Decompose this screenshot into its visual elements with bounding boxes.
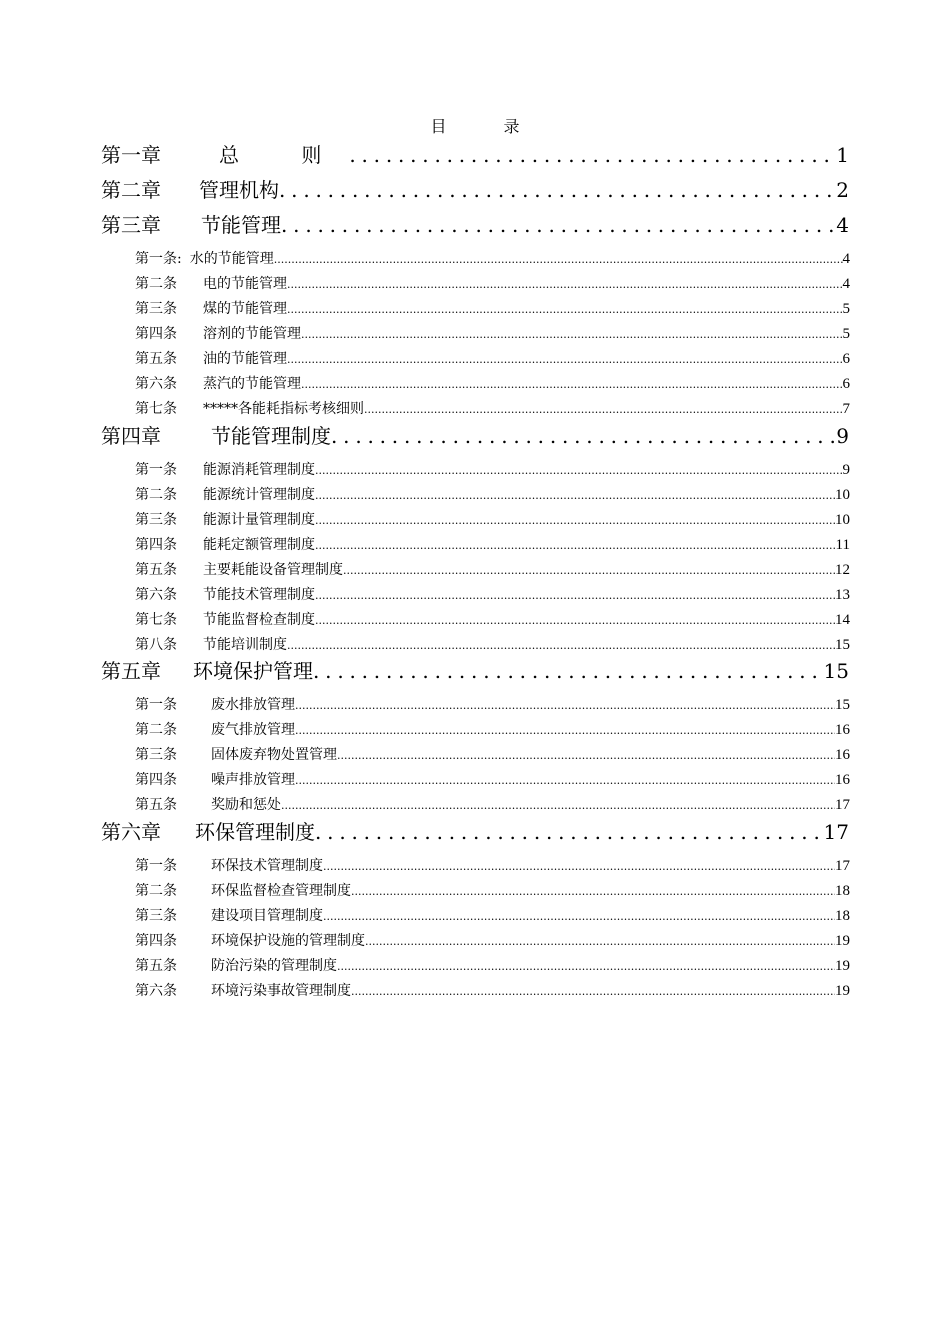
toc-article-entry[interactable] [135, 955, 850, 975]
toc-entry-title: 节能管理制度 [211, 424, 331, 448]
toc-entry-title: 节能管理 [201, 213, 281, 237]
toc-entry-title: 能源消耗管理制度 [203, 462, 315, 478]
toc-dot-leader [351, 883, 835, 899]
toc-entry-title: 噪声排放管理 [211, 772, 295, 788]
toc-dot-leader [281, 797, 835, 813]
toc-dot-leader [337, 747, 835, 763]
toc-entry-page: 16 [835, 772, 850, 788]
toc-entry-page: 19 [835, 983, 850, 999]
toc-article-entry[interactable] [135, 509, 850, 529]
toc-entry-page: 18 [835, 883, 850, 899]
toc-entry-page: 17 [835, 797, 850, 813]
toc-entry-page: 19 [835, 933, 850, 949]
toc-dot-leader [365, 933, 835, 949]
toc-article-entry[interactable] [135, 769, 850, 789]
toc-title: 目 录 [430, 117, 546, 136]
toc-entry-title: 煤的节能管理 [203, 301, 287, 317]
toc-chapter-entry[interactable] [101, 816, 849, 844]
toc-entry-number: 第三条 [135, 747, 177, 763]
toc-entry-page: 13 [835, 587, 850, 603]
toc-chapter-entry[interactable] [101, 174, 849, 202]
toc-entry-page: 6 [842, 351, 850, 367]
toc-dot-leader [343, 562, 835, 578]
toc-entry-title: 主要耗能设备管理制度 [203, 562, 343, 578]
toc-article-entry[interactable] [135, 905, 850, 925]
toc-dot-leader [279, 178, 836, 202]
toc-article-entry[interactable] [135, 323, 850, 343]
toc-article-entry[interactable] [135, 584, 850, 604]
toc-entry-title: 建设项目管理制度 [211, 908, 323, 924]
toc-article-entry[interactable] [135, 855, 850, 875]
toc-article-entry[interactable] [135, 980, 850, 1000]
toc-dot-leader [301, 326, 843, 342]
toc-article-entry[interactable] [135, 719, 850, 739]
toc-article-entry[interactable] [135, 559, 850, 579]
toc-entry-title: 水的节能管理 [189, 251, 274, 267]
toc-entry-title: 能源计量管理制度 [203, 512, 315, 528]
toc-dot-leader [315, 487, 835, 503]
toc-entry-page: 9 [836, 424, 849, 448]
toc-entry-number: 第一条 [135, 462, 177, 478]
toc-dot-leader [323, 908, 835, 924]
toc-entry-page: 5 [842, 326, 850, 342]
toc-entry-title: 总 则 [219, 143, 350, 167]
toc-entry-page: 15 [835, 697, 850, 713]
toc-entry-number: 第四章 [101, 424, 161, 448]
toc-entry-page: 6 [842, 376, 850, 392]
toc-dot-leader [351, 983, 835, 999]
toc-dot-leader [287, 637, 835, 653]
toc-chapter-entry[interactable] [101, 420, 849, 448]
toc-entry-title: 能源统计管理制度 [203, 487, 315, 503]
toc-entry-title: 环保技术管理制度 [211, 858, 323, 874]
toc-entry-title: 电的节能管理 [203, 276, 287, 292]
toc-entry-number: 第二条 [135, 487, 177, 503]
toc-entry-number: 第五条 [135, 562, 177, 578]
toc-entry-page: 7 [842, 401, 850, 417]
toc-dot-leader [364, 401, 843, 417]
toc-dot-leader [281, 213, 836, 237]
toc-entry-title: 溶剂的节能管理 [203, 326, 301, 342]
toc-entry-page: 4 [842, 276, 850, 292]
toc-article-entry[interactable] [135, 248, 850, 268]
toc-entry-page: 16 [835, 722, 850, 738]
toc-entry-number: 第三条 [135, 512, 177, 528]
toc-entry-title: 奖励和惩处 [211, 797, 281, 813]
toc-dot-leader [331, 424, 836, 448]
toc-dot-leader [337, 958, 835, 974]
toc-entry-number: 第七条 [135, 612, 177, 628]
toc-entry-page: 10 [835, 512, 850, 528]
toc-entry-page: 18 [835, 908, 850, 924]
toc-article-entry[interactable] [135, 609, 850, 629]
toc-article-entry[interactable] [135, 459, 850, 479]
toc-entry-page: 12 [835, 562, 850, 578]
toc-dot-leader [315, 462, 843, 478]
toc-entry-page: 10 [835, 487, 850, 503]
toc-entry-title: 油的节能管理 [203, 351, 287, 367]
toc-article-entry[interactable] [135, 744, 850, 764]
toc-entry-number: 第六条 [135, 983, 177, 999]
toc-entry-number: 第三条 [135, 908, 177, 924]
toc-entry-page: 2 [836, 178, 849, 202]
toc-entry-number: 第五章 [101, 659, 161, 683]
toc-entry-title: 废水排放管理 [211, 697, 295, 713]
toc-entry-number: 第四条 [135, 933, 177, 949]
toc-entry-title: 节能培训制度 [203, 637, 287, 653]
toc-entry-number: 第七条 [135, 401, 177, 417]
toc-dot-leader [295, 722, 835, 738]
toc-entry-page: 4 [836, 213, 849, 237]
toc-entry-title: 环境污染事故管理制度 [211, 983, 351, 999]
toc-entry-number: 第四条 [135, 772, 177, 788]
toc-entry-number: 第四条 [135, 537, 177, 553]
toc-dot-leader [349, 143, 836, 167]
toc-dot-leader [315, 820, 824, 844]
toc-dot-leader [315, 587, 835, 603]
toc-entry-number: 第六条 [135, 376, 177, 392]
toc-entry-number: 第三章 [101, 213, 161, 237]
toc-dot-leader [313, 659, 824, 683]
toc-entry-title: 能耗定额管理制度 [203, 537, 315, 553]
toc-dot-leader [287, 351, 843, 367]
toc-dot-leader [295, 697, 835, 713]
toc-entry-title: 废气排放管理 [211, 722, 295, 738]
toc-entry-page: 11 [835, 537, 850, 553]
toc-entry-title: 节能技术管理制度 [203, 587, 315, 603]
toc-entry-number: 第六章 [101, 820, 161, 844]
toc-entry-number: 第六条 [135, 587, 177, 603]
toc-dot-leader [323, 858, 835, 874]
toc-dot-leader [315, 512, 835, 528]
toc-article-entry[interactable] [135, 398, 850, 418]
toc-entry-title: 环境保护管理 [193, 659, 313, 683]
toc-entry-number: 第二章 [101, 178, 161, 202]
toc-entry-number: 第五条 [135, 351, 177, 367]
toc-article-entry[interactable] [135, 880, 850, 900]
toc-article-entry[interactable] [135, 273, 850, 293]
toc-entry-number: 第一条 [135, 858, 177, 874]
toc-entry-number: 第五条 [135, 797, 177, 813]
toc-dot-leader [315, 612, 835, 628]
toc-article-entry[interactable] [135, 484, 850, 504]
toc-entry-page: 17 [823, 820, 849, 844]
toc-entry-title: 固体废弃物处置管理 [211, 747, 337, 763]
toc-article-entry[interactable] [135, 348, 850, 368]
toc-dot-leader [301, 376, 843, 392]
toc-entry-number: 第一章 [101, 143, 161, 167]
toc-entry-page: 15 [823, 659, 849, 683]
toc-chapter-entry[interactable] [101, 209, 849, 237]
toc-dot-leader [274, 251, 843, 267]
toc-article-entry[interactable] [135, 634, 850, 654]
toc-dot-leader [295, 772, 835, 788]
toc-entry-title: 环保管理制度 [195, 820, 315, 844]
toc-entry-title: 蒸汽的节能管理 [203, 376, 301, 392]
toc-entry-page: 17 [835, 858, 850, 874]
toc-entry-number: 第二条 [135, 276, 177, 292]
toc-entry-page: 15 [835, 637, 850, 653]
toc-entry-number: 第一条: [135, 251, 182, 267]
toc-entry-title: 环保监督检查管理制度 [211, 883, 351, 899]
toc-entry-number: 第八条 [135, 637, 177, 653]
toc-entry-number: 第三条 [135, 301, 177, 317]
toc-dot-leader [287, 301, 843, 317]
toc-entry-number: 第一条 [135, 697, 177, 713]
toc-entry-page: 4 [842, 251, 850, 267]
toc-dot-leader [315, 537, 836, 553]
toc-entry-number: 第二条 [135, 722, 177, 738]
toc-article-entry[interactable] [135, 298, 850, 318]
toc-entry-page: 16 [835, 747, 850, 763]
toc-entry-title: 防治污染的管理制度 [211, 958, 337, 974]
toc-article-entry[interactable] [135, 694, 850, 714]
toc-entry-page: 9 [842, 462, 850, 478]
toc-article-entry[interactable] [135, 534, 850, 554]
toc-entry-number: 第二条 [135, 883, 177, 899]
toc-article-entry[interactable] [135, 794, 850, 814]
toc-entry-title: 节能监督检查制度 [203, 612, 315, 628]
toc-entry-page: 19 [835, 958, 850, 974]
toc-entry-page: 5 [842, 301, 850, 317]
toc-entry-page: 14 [835, 612, 850, 628]
toc-chapter-entry[interactable] [101, 655, 849, 683]
toc-article-entry[interactable] [135, 373, 850, 393]
toc-dot-leader [287, 276, 843, 292]
toc-chapter-entry[interactable] [101, 139, 849, 167]
toc-entry-number: 第五条 [135, 958, 177, 974]
toc-article-entry[interactable] [135, 930, 850, 950]
toc-entry-title: 环境保护设施的管理制度 [211, 933, 365, 949]
toc-entry-title: 管理机构 [199, 178, 279, 202]
toc-entry-page: 1 [836, 143, 849, 167]
toc-entry-number: 第四条 [135, 326, 177, 342]
toc-entry-title: *****各能耗指标考核细则 [203, 401, 364, 417]
